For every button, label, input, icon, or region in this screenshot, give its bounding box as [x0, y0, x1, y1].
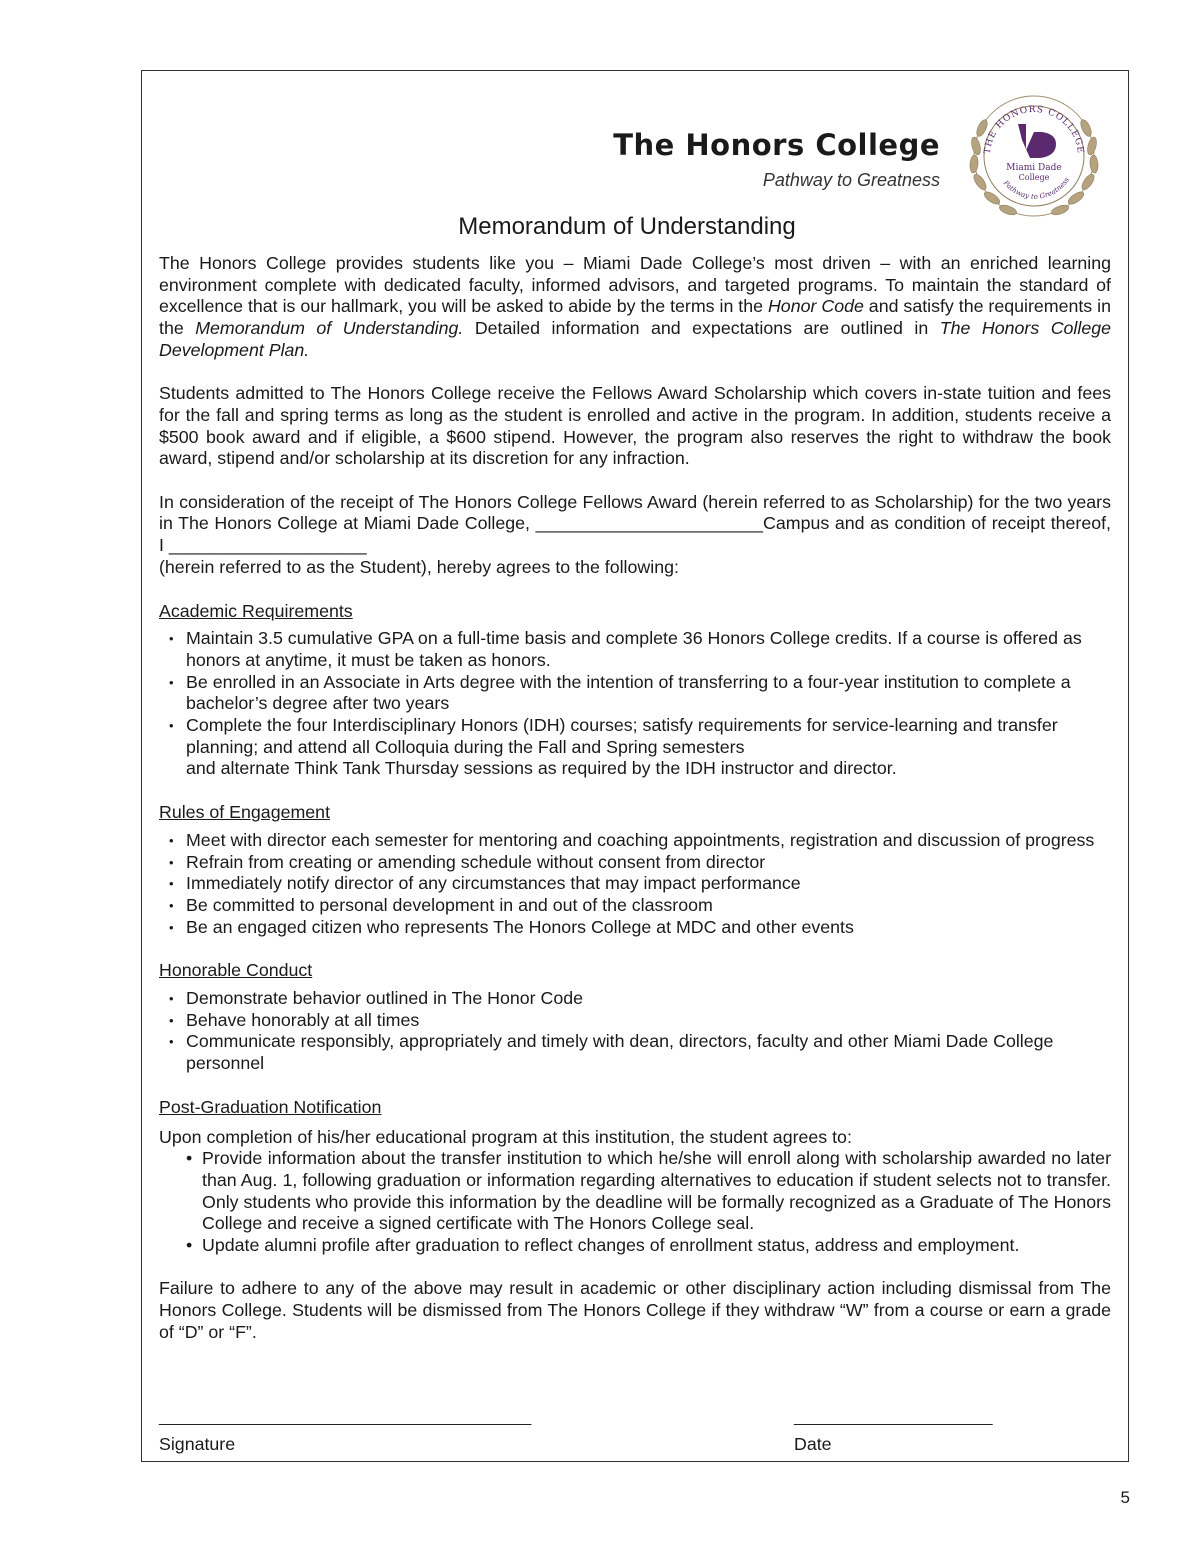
list-item: • Communicate responsibly, appropriately and timely with dean, directors, faculty and other Miami Dade College personnel — [186, 1031, 1111, 1074]
engagement-heading: Rules of Engagement — [159, 802, 331, 823]
postgrad-list — [159, 1148, 1111, 1257]
svg-text:THE HONORS COLLEGE: THE HONORS COLLEGE — [982, 104, 1086, 155]
conduct-heading: Honorable Conduct — [159, 960, 313, 981]
consideration-paragraph: In consideration of the receipt of The Honors College Fellows Award (herein referred to as Scholarship) for the two years in The Honors College at Miami Dade College, _______________________Campus and as condition of receipt thereof, I ____________________ — [159, 491, 1111, 556]
page-number: 5 — [1120, 1488, 1130, 1507]
engagement-list — [159, 830, 1111, 939]
list-item: • Immediately notify director of any circumstances that may impact performance — [186, 873, 1111, 895]
svg-text:Miami Dade: Miami Dade — [1006, 163, 1062, 173]
college-tagline: Pathway to Greatness — [762, 170, 940, 190]
list-item: • Complete the four Interdisciplinary Honors (IDH) courses; satisfy requirements for service-learning and transfer planning; and attend all Colloquia during the Fall and Spring semesters — [186, 715, 1111, 758]
list-item: • Behave honorably at all times — [186, 1010, 1111, 1032]
consideration-paragraph-end: (herein referred to as the Student), hereby agrees to the following: — [159, 556, 679, 577]
list-item: • Demonstrate behavior outlined in The Honor Code — [186, 988, 1111, 1010]
list-item: • Be an engaged citizen who represents The Honors College at MDC and other events — [186, 917, 1111, 939]
list-item: • Meet with director each semester for mentoring and coaching appointments, registration and discussion of progress — [186, 830, 1111, 852]
academic-heading: Academic Requirements — [159, 600, 353, 621]
scholarship-paragraph: Students admitted to The Honors College receive the Fellows Award Scholarship which covers in-state tuition and fees for the fall and spring terms as long as the student is enrolled and active in the program. In addition, students receive a $500 book award and if eligible, a $600 stipend. However, the program also reserves the right to withdraw the book award, stipend and/or scholarship at its discretion for any infraction. — [159, 383, 1111, 469]
academic-list — [159, 628, 1111, 758]
college-title: The Honors College — [613, 128, 940, 162]
list-item: • Be enrolled in an Associate in Arts degree with the intention of transferring to a four-year institution to complete a bachelor’s degree after two years — [186, 672, 1111, 715]
list-item: • Refrain from creating or amending schedule without consent from director — [186, 852, 1111, 874]
signature-line[interactable]: _______________________________________________ — [159, 1409, 531, 1426]
honors-college-seal-icon — [960, 82, 1108, 230]
postgrad-lead: Upon completion of his/her educational program at this institution, the student agrees to: — [159, 1126, 852, 1147]
signature-label: Signature — [159, 1434, 236, 1454]
svg-text:College: College — [1018, 173, 1050, 182]
memo-body — [159, 253, 1111, 1344]
academic-list-continuation: and alternate Think Tank Thursday sessions as required by the IDH instructor and director. — [186, 758, 897, 779]
postgrad-heading: Post-Graduation Notification — [159, 1096, 382, 1117]
svg-text:Pathway to Greatness: Pathway to Greatness — [1001, 176, 1072, 201]
list-item: • Update alumni profile after graduation to reflect changes of enrollment status, address and employment. — [202, 1235, 1111, 1257]
conduct-list — [159, 988, 1111, 1075]
intro-paragraph: The Honors College provides students like you – Miami Dade College’s most driven – with an enriched learning environment complete with dedicated faculty, informed advisors, and targeted programs. To maintain the standard of excellence that is our hallmark, you will be asked to abide by the terms in the Honor Code and satisfy the requirements in the Memorandum of Understanding. Detailed information and expectations are outlined in The Honors College Development Plan. — [159, 253, 1112, 360]
list-item: • Be committed to personal development in and out of the classroom — [186, 895, 1111, 917]
date-line[interactable]: _________________________ — [794, 1409, 992, 1426]
list-item: • Maintain 3.5 cumulative GPA on a full-time basis and complete 36 Honors College credits. If a course is offered as honors at anytime, it must be taken as honors. — [186, 628, 1111, 671]
date-label: Date — [794, 1434, 832, 1454]
list-item: • Provide information about the transfer institution to which he/she will enroll along with scholarship awarded no later than Aug. 1, following graduation or information regarding alternatives to education if student selects not to transfer. Only students who provide this information by the deadline will be formally recognized as a Graduate of The Honors College and receive a signed certificate with The Honors College seal. — [202, 1148, 1111, 1235]
memo-title: Memorandum of Understanding — [458, 213, 796, 240]
failure-paragraph: Failure to adhere to any of the above may result in academic or other disciplinary action including dismissal from The Honors College. Students will be dismissed from The Honors College if they withdraw “W” from a course or earn a grade of “D” or “F”. — [159, 1278, 1111, 1342]
